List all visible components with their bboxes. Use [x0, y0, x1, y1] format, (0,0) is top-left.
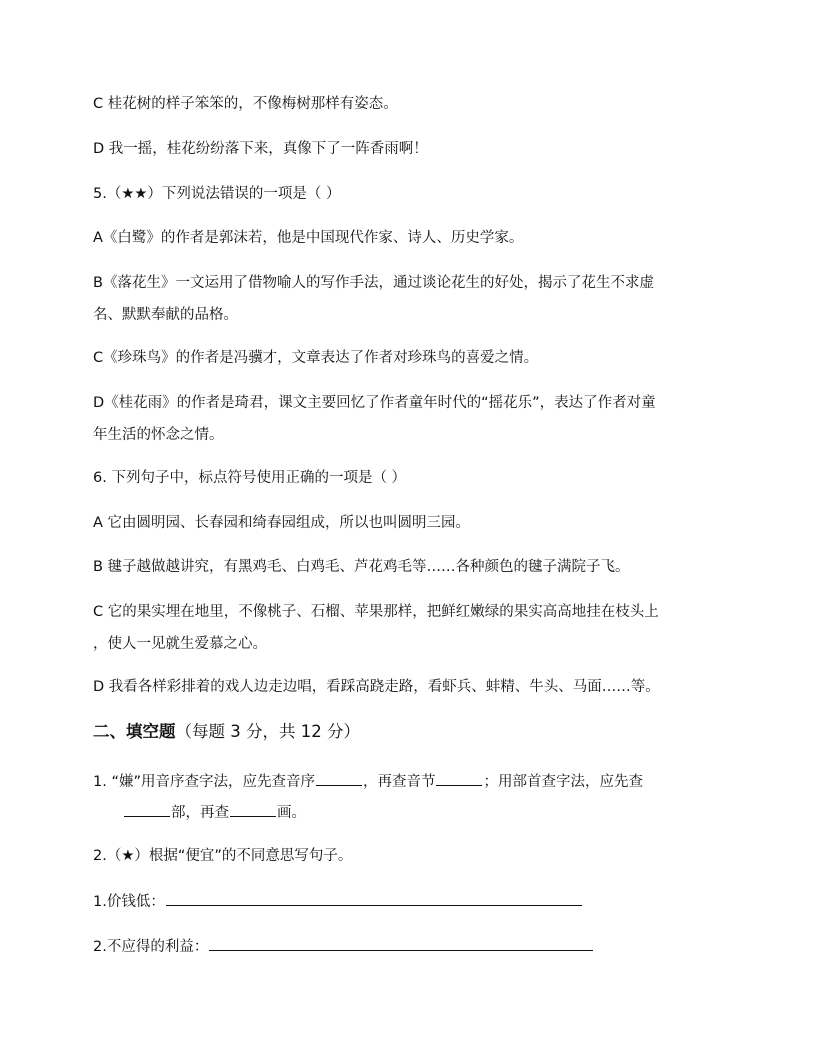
fill-1-text-b: ，再查音节	[362, 774, 436, 790]
question-6-option-b: B 毽子越做越讲究，有黑鸡毛、白鸡毛、芦花鸡毛等……各种颜色的毽子满院子飞。	[93, 559, 630, 575]
item-1-answer-line[interactable]	[166, 891, 582, 906]
question-6-stem: 6. 下列句子中，标点符号使用正确的一项是（ ）	[93, 470, 407, 486]
fill-1-blank-syllable[interactable]	[436, 771, 482, 786]
question-6-option-d: D 我看各样彩排着的戏人边走边唱，看踩高跷走路，看虾兵、蚌精、牛头、马面……等。	[93, 679, 660, 695]
fill-question-1-line-1	[93, 771, 643, 792]
question-5-option-a: A《白鹭》的作者是郭沫若，他是中国现代作家、诗人、历史学家。	[93, 230, 524, 246]
fill-1-text-c: ；用部首查字法，应先查	[483, 774, 643, 790]
section-2-title: 二、填空题	[93, 722, 176, 741]
fill-1-blank-strokes[interactable]	[230, 802, 276, 817]
fill-1-text-a: 1. “嫌”用音序查字法，应先查音序	[93, 774, 315, 790]
fill-1-text-d: 部，再查	[171, 805, 229, 821]
item-2-label: 2.不应得的利益：	[93, 939, 209, 955]
question-5-option-d-line-1: D《桂花雨》的作者是琦君，课文主要回忆了作者童年时代的“摇花乐”，表达了作者对童	[93, 395, 656, 411]
section-2-score-note: （每题 3 分，共 12 分）	[175, 722, 360, 741]
question-6-option-c-line-1: C 它的果实埋在地里，不像桃子、石榴、苹果那样，把鲜红嫩绿的果实高高地挂在枝头上	[93, 604, 659, 620]
fill-1-blank-radical[interactable]	[124, 802, 170, 817]
fill-question-1-line-2	[123, 802, 306, 823]
fill-question-2-item-2	[93, 936, 594, 957]
question-5-option-b-line-1: B《落花生》一文运用了借物喻人的写作手法，通过谈论花生的好处，揭示了花生不求虚	[93, 275, 654, 291]
question-5-option-c: C《珍珠鸟》的作者是冯骥才，文章表达了作者对珍珠鸟的喜爱之情。	[93, 350, 539, 366]
option-d-previous: D 我一摇，桂花纷纷落下来，真像下了一阵香雨啊！	[93, 141, 428, 157]
fill-question-2-item-1	[93, 891, 583, 912]
fill-1-blank-letter[interactable]	[316, 771, 362, 786]
question-6-option-c-line-2: ，使人一见就生爱慕之心。	[93, 636, 267, 652]
question-5-option-b-line-2: 名、默默奉献的品格。	[93, 307, 238, 323]
question-5-stem: 5.（★★）下列说法错误的一项是（ ）	[93, 186, 341, 202]
section-2-heading	[93, 721, 360, 743]
fill-question-2-stem: 2.（★）根据“便宜”的不同意思写句子。	[93, 848, 353, 864]
option-c-previous: C 桂花树的样子笨笨的，不像梅树那样有姿态。	[93, 96, 398, 112]
item-2-answer-line[interactable]	[209, 936, 593, 951]
item-1-label: 1.价钱低：	[93, 894, 165, 910]
question-5-option-d-line-2: 年生活的怀念之情。	[93, 427, 224, 443]
fill-1-text-e: 画。	[277, 805, 306, 821]
question-6-option-a: A 它由圆明园、长春园和绮春园组成，所以也叫圆明三园。	[93, 515, 471, 531]
